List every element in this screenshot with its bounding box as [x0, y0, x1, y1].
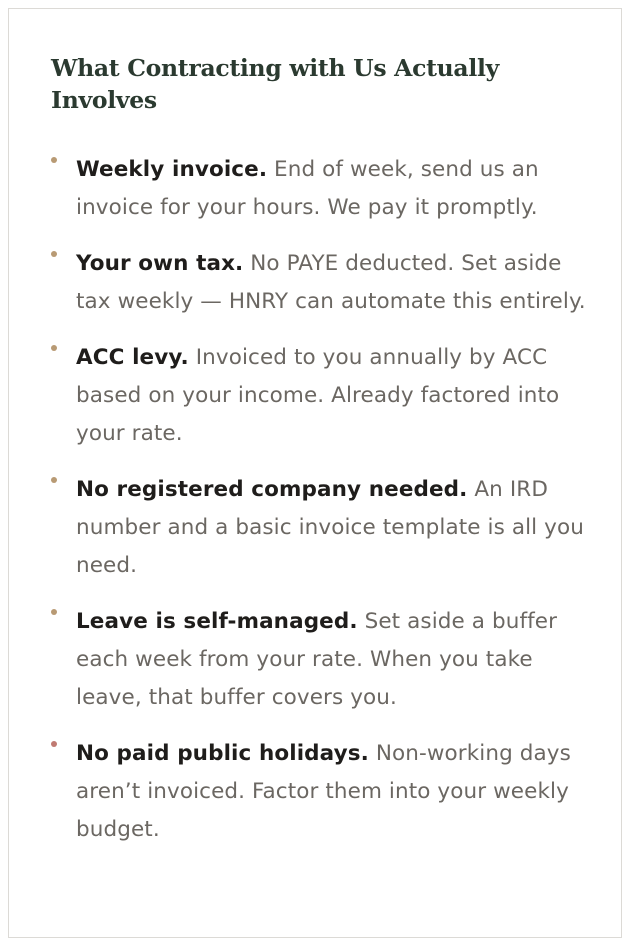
- list-item-acc-levy: [51, 339, 591, 453]
- info-card: [8, 8, 622, 938]
- contracting-list: [51, 151, 591, 867]
- item-lead: Weekly invoice.: [76, 157, 268, 182]
- list-item-leave: [51, 603, 591, 717]
- item-lead: Your own tax.: [76, 251, 244, 276]
- card-title: What Contracting with Us Actually Involves: [51, 54, 499, 114]
- item-lead: No registered company needed.: [76, 477, 468, 502]
- item-text: Set aside a buffer each week from your rate. When you take leave, that buffer covers you.: [76, 609, 558, 710]
- bullet-icon: [51, 251, 57, 257]
- bullet-icon: [51, 157, 57, 163]
- bullet-icon: [51, 477, 57, 483]
- bullet-icon: [51, 345, 57, 351]
- item-text: End of week, send us an invoice for your hours. We pay it promptly.: [76, 157, 539, 220]
- list-item-no-company: [51, 471, 591, 585]
- warning-bullet-icon: [51, 741, 57, 747]
- bullet-icon: [51, 609, 57, 615]
- item-text: An IRD number and a basic invoice template is all you need.: [76, 477, 584, 578]
- item-text: Invoiced to you annually by ACC based on your income. Already factored into your rate.: [76, 345, 560, 446]
- item-lead: Leave is self-managed.: [76, 609, 358, 634]
- item-text: No PAYE deducted. Set aside tax weekly — HNRY can automate this entirely.: [76, 251, 586, 314]
- list-item-weekly-invoice: [51, 151, 591, 227]
- item-lead: ACC levy.: [76, 345, 189, 370]
- item-text: Non-working days aren’t invoiced. Factor them into your weekly budget.: [76, 741, 571, 842]
- list-item-own-tax: [51, 245, 591, 321]
- list-item-public-holidays: [51, 735, 591, 849]
- item-lead: No paid public holidays.: [76, 741, 369, 766]
